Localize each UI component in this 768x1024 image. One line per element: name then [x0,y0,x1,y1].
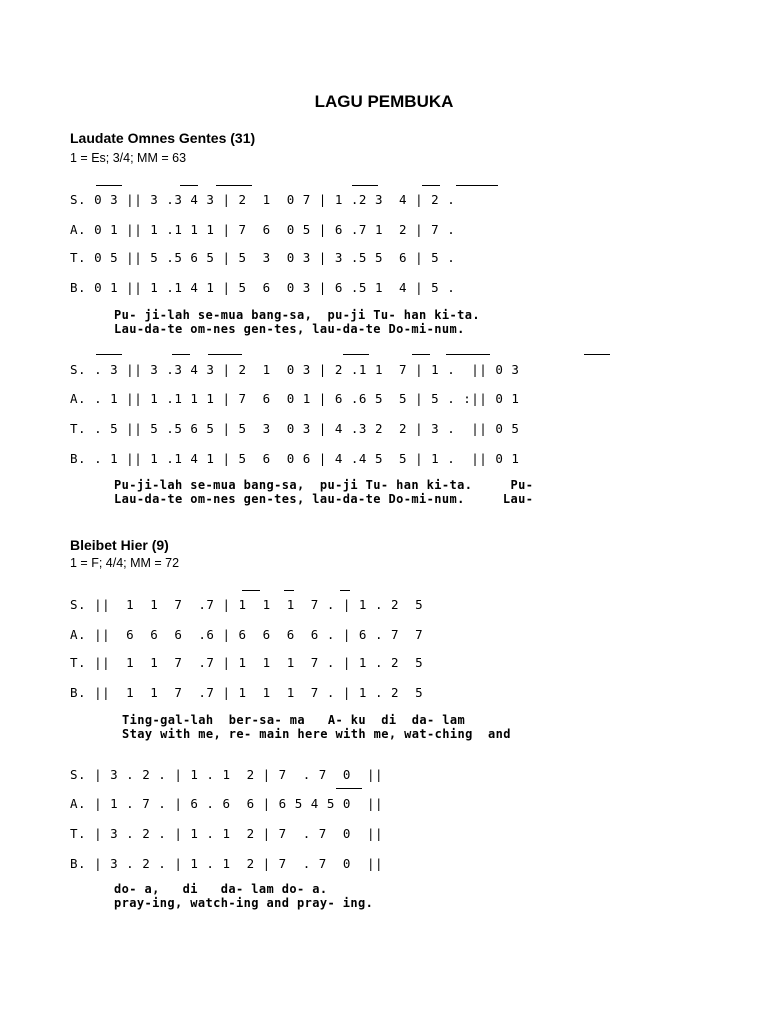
notation-row-tenor: T. | 3 . 2 . | 1 . 1 2 | 7 . 7 0 || [70,826,383,841]
notation-row-bass: B. . 1 || 1 .1 4 1 | 5 6 0 6 | 4 .4 5 5 | 1 . || 0 1 [70,451,520,466]
notation-row-alto: A. | 1 . 7 . | 6 . 6 6 | 6 5 4 5 0 || [70,796,383,811]
lyric-line: do- a, di da- lam do- a. [114,882,328,896]
notation-row-bass: B. || 1 1 7 .7 | 1 1 1 7 . | 1 . 2 5 [70,685,424,700]
notation-row-bass: B. | 3 . 2 . | 1 . 1 2 | 7 . 7 0 || [70,856,383,871]
page-title: LAGU PEMBUKA [314,92,454,111]
beam-line [208,354,242,355]
lyric-line: Lau-da-te om-nes gen-tes, lau-da-te Do-mi-num. [114,322,465,336]
beam-line [172,354,190,355]
beam-line [456,185,498,186]
beam-line [216,185,252,186]
notation-row-soprano: S. . 3 || 3 .3 4 3 | 2 1 0 3 | 2 .1 1 7 | 1 . || 0 3 [70,362,520,377]
song-title: Laudate Omnes Gentes (31) [70,130,256,146]
beam-line [340,590,350,591]
notation-row-tenor: T. 0 5 || 5 .5 6 5 | 5 3 0 3 | 3 .5 5 6 | 5 . [70,250,456,265]
beam-line [96,354,122,355]
beam-line [584,354,610,355]
lyric-line: Lau-da-te om-nes gen-tes, lau-da-te Do-mi-num. Lau- [114,492,534,506]
beam-line [352,185,378,186]
beam-line [412,354,430,355]
notation-row-alto: A. || 6 6 6 .6 | 6 6 6 6 . | 6 . 7 7 [70,627,424,642]
notation-row-soprano: S. | 3 . 2 . | 1 . 1 2 | 7 . 7 0 || [70,767,383,782]
notation-row-tenor: T. . 5 || 5 .5 6 5 | 5 3 0 3 | 4 .3 2 2 | 3 . || 0 5 [70,421,520,436]
beam-line [242,590,260,591]
beam-line [422,185,440,186]
notation-row-soprano: S. || 1 1 7 .7 | 1 1 1 7 . | 1 . 2 5 [70,597,424,612]
song-title: Bleibet Hier (9) [70,537,169,553]
notation-row-soprano: S. 0 3 || 3 .3 4 3 | 2 1 0 7 | 1 .2 3 4 | 2 . [70,192,456,207]
notation-row-bass: B. 0 1 || 1 .1 4 1 | 5 6 0 3 | 6 .5 1 4 | 5 . [70,280,456,295]
notation-row-alto: A. 0 1 || 1 .1 1 1 | 7 6 0 5 | 6 .7 1 2 | 7 . [70,222,456,237]
beam-line [96,185,122,186]
lyric-line: pray-ing, watch-ing and pray- ing. [114,896,374,910]
lyric-line: Stay with me, re- main here with me, wat-ching and [122,727,511,741]
notation-row-tenor: T. || 1 1 7 .7 | 1 1 1 7 . | 1 . 2 5 [70,655,424,670]
beam-line [343,354,369,355]
song-meta: 1 = Es; 3/4; MM = 63 [70,151,187,165]
beam-line [284,590,294,591]
lyric-line: Pu-ji-lah se-mua bang-sa, pu-ji Tu- han ki-ta. Pu- [114,478,534,492]
beam-line [446,354,490,355]
lyric-line: Pu- ji-lah se-mua bang-sa, pu-ji Tu- han ki-ta. [114,308,480,322]
song-meta: 1 = F; 4/4; MM = 72 [70,556,180,570]
notation-row-alto: A. . 1 || 1 .1 1 1 | 7 6 0 1 | 6 .6 5 5 | 5 . :|| 0 1 [70,391,520,406]
beam-line [336,788,362,789]
lyric-line: Ting-gal-lah ber-sa- ma A- ku di da- lam [122,713,466,727]
beam-line [180,185,198,186]
